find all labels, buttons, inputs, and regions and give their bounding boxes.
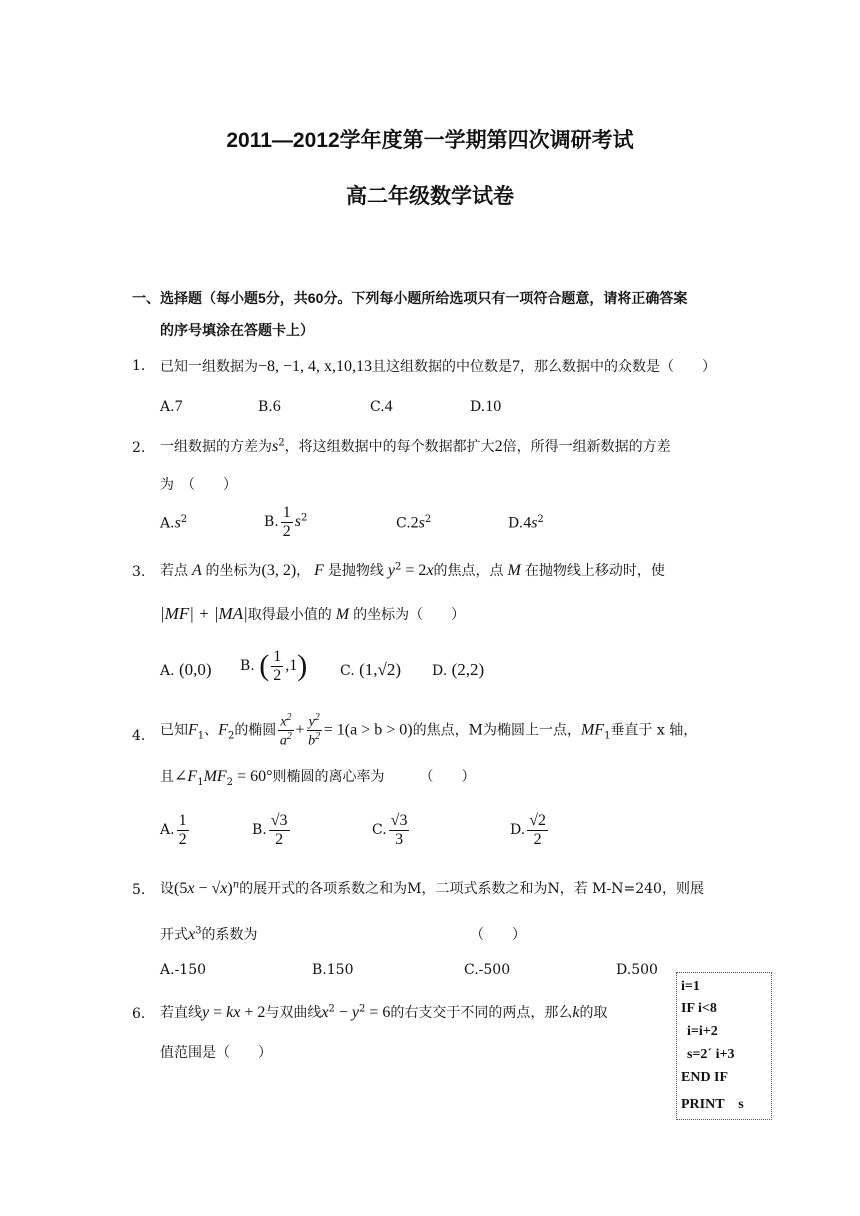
q1-number: 1. [132, 358, 146, 374]
q4-text: 已知$F_1$、$F_2$的椭圆 $\frac{x^2}{a^2}$ + $\frac{y^2}{b^2}$ = 1(a > b > 0)的焦点，M为椭圆上一点，$MF_1$垂直于 x 轴， [160, 712, 698, 749]
q1-option-b: B.6 [258, 398, 281, 415]
q2-option-c: $C.2s^2$ [396, 514, 432, 532]
section-header-line2: 的序号填涂在答题卡上） [160, 322, 314, 338]
q2-text: 一组数据的方差为$s^2$，将这组数据中的每个数据都扩大2倍，所得一组新数据的方差 [160, 437, 671, 455]
q1-option-d: D.10 [470, 398, 502, 415]
q3-option-d: D. (2,2) [432, 660, 485, 679]
q5-text-cont: 开式$x^3$的系数为 [160, 925, 258, 943]
q5-bracket: （ ） [470, 927, 526, 943]
q2-option-b: B. $\frac{1}{2}$ $s^2$ [264, 504, 308, 540]
q1-data: −8, −1, 4, x,10,13 [258, 358, 373, 375]
q2-option-d: $D.4s^2$ [508, 514, 544, 532]
q5-option-d: D.500 [616, 962, 658, 978]
q5-option-c: C.-500 [464, 962, 511, 978]
exam-title: 2011—2012学年度第一学期第四次调研考试 [226, 129, 634, 152]
q5-text: 设$(5x - √x)^n$的展开式的各项系数之和为M，二项式系数之和为N，若 M-N=240，则展 [160, 879, 704, 897]
code-line-6: PRINT s [681, 1097, 744, 1112]
q2-number: 2. [132, 440, 146, 456]
q3-option-c: C. (1,√2) [340, 660, 402, 679]
q3-text-cont: |MF| + |MA|取得最小值的 M 的坐标为（ ） [160, 604, 466, 623]
code-line-1: i=1 [681, 979, 700, 994]
q5-option-a: A.-150 [160, 962, 207, 978]
q4-option-c: C. $\frac{√3}{3}$ [372, 812, 408, 848]
q4-option-b: B. $\frac{√3}{2}$ [252, 812, 288, 848]
q6-number: 6. [132, 1006, 146, 1022]
q2-option-a: $A.s^2$ [160, 514, 188, 532]
q4-number: 4. [132, 728, 146, 744]
program-box [676, 972, 772, 1120]
q4-text-cont: 且$\angle F_1MF_2 = 60^\circ$则椭圆的离心率为 （ ） [160, 768, 476, 788]
q5-option-b: B.150 [312, 962, 354, 978]
code-line-5: END IF [681, 1070, 729, 1085]
q2-text-cont: 为 （ ） [160, 477, 237, 493]
q3-option-a: A. (0,0) [160, 660, 212, 679]
code-line-2: IF i<8 [681, 1001, 717, 1016]
code-line-4: s=2´ i+3 [687, 1047, 735, 1062]
q1-text: 已知一组数据为−8, −1, 4, x,10,13且这组数据的中位数是7，那么数据中的众数是（ ） [160, 358, 717, 375]
code-line-3: i=i+2 [687, 1024, 718, 1039]
q1-option-c: C.4 [370, 398, 393, 415]
q4-option-d: D. $\frac{√2}{2}$ [510, 812, 546, 848]
q6-text: 若直线y = kx + 2与双曲线$x^2 - y^2 = 6$的右支交于不同的两点，那么k的取 [160, 1003, 608, 1021]
q1-option-a: A.7 [160, 398, 183, 415]
q3-option-b: B. ( $\frac{1}{2}$ ,1) [240, 648, 308, 684]
q5-number: 5. [132, 882, 146, 898]
section-header-line1: 一、选择题（每小题5分，共60分。下列每小题所给选项只有一项符合题意，请将正确答案 [132, 290, 688, 306]
q3-text: 若点 A 的坐标为(3, 2)， F 是抛物线 $y^2 = 2x$的焦点，点 M 在抛物线上移动时，使 [160, 561, 665, 579]
q4-option-a: A. $\frac{1}{2}$ [160, 812, 187, 848]
q6-text-cont: 值范围是（ ） [160, 1045, 272, 1061]
q3-number: 3. [132, 564, 146, 580]
exam-subtitle: 高二年级数学试卷 [346, 185, 514, 208]
